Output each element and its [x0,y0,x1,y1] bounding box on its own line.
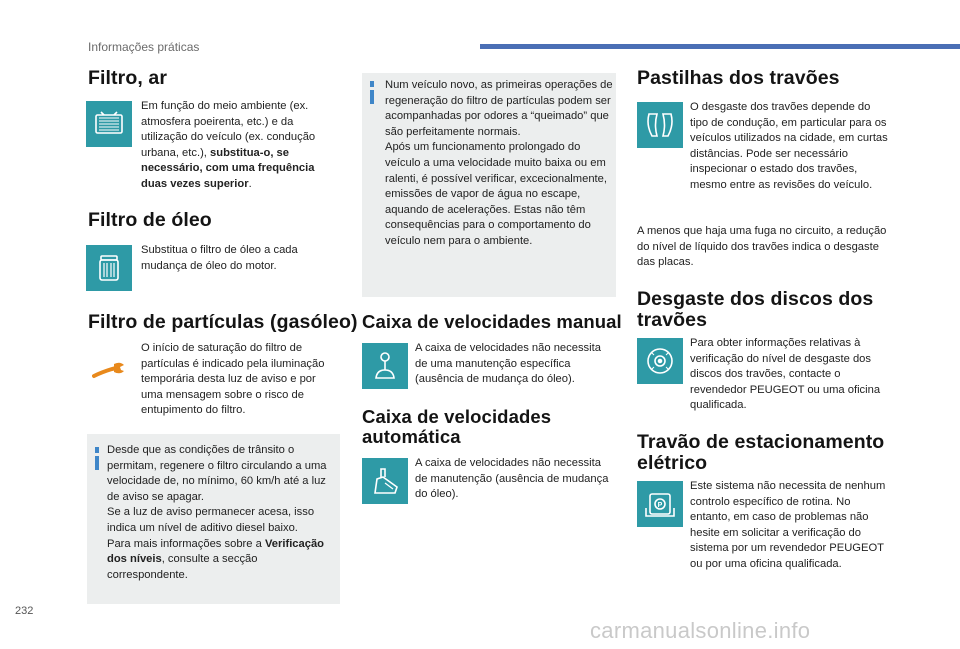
particle-filter-text: O início de saturação do filtro de partículas é indicado pela iluminação temporária desta luz de aviso e por uma mensagem sobre o risco de entupimento do filtro. [141,342,325,417]
heading-brake-discs: Desgaste dos discos dos travões [637,288,874,331]
parking-brake-icon [637,481,683,527]
heading-oil-filter: Filtro de óleo [88,209,212,231]
air-filter-icon [86,101,132,147]
heading-particle-filter: Filtro de partículas (gasóleo) [88,311,358,333]
air-filter-text: Em função do meio ambiente (ex. atmosfera poeirenta, etc.) e da utilização do veículo (ex. condução urbana, etc.), substitua-o, se necessário, com uma frequência duas vezes superior. [141,100,316,190]
heading-parking-brake: Travão de estacionamento elétrico [637,431,885,474]
heading-brake-pads: Pastilhas dos travões [637,67,840,89]
heading-manual-gearbox: Caixa de velocidades manual [362,311,622,332]
info-panel-regeneration [87,434,340,604]
brake-pads-icon [637,102,683,148]
oil-filter-text: Substitua o filtro de óleo a cada mudança de óleo do motor. [141,244,298,272]
info-new-vehicle-text: Num veículo novo, as primeiras operações de regeneração do filtro de partículas podem ser acompanhadas por odores a “queimado” que são perfeitamente normais. Após um funcionamento prolongado do veículo a uma velocidade muito baixa ou em ralenti, é possível verificar, excecionalmente, emissões de vapor de água no escape, aquando de acelerações. Estas não têm consequências para o comportamento do veículo nem para o ambiente. [385,79,613,247]
brake-fluid-note: A menos que haja uma fuga no circuito, a redução do nível de líquido dos travões indica o desgaste das placas. [637,225,887,269]
info-marker-dot [95,447,99,453]
info-marker-bar [370,90,374,104]
header-accent-bar [480,44,960,49]
oil-filter-icon [86,245,132,291]
manual-gearbox-text: A caixa de velocidades não necessita de uma manutenção específica (ausência de mudança do óleo). [415,342,601,386]
brake-disc-icon [637,338,683,384]
info-panel-new-vehicle [362,73,616,297]
watermark: carmanualsonline.info [590,618,811,643]
heading-automatic-gearbox: Caixa de velocidades automática [362,406,552,447]
brake-discs-text: Para obter informações relativas à verificação do nível de desgaste dos discos dos travões, contacte o revendedor PEUGEOT ou uma oficina qualificada. [690,337,881,412]
info-marker-dot [370,81,374,87]
automatic-gearbox-text: A caixa de velocidades não necessita de manutenção (ausência de mudança do óleo). [415,457,609,501]
manual-gearbox-icon [362,343,408,389]
info-marker-bar [95,456,99,470]
brake-pads-text: O desgaste dos travões depende do tipo de condução, em particular para os veículos utilizados na cidade, em curtas distâncias. Pode ser necessário inspecionar o estado dos travões, mesmo entre as revisões do veículo. [690,101,888,191]
page-number: 232 [15,605,34,617]
wrench-icon [92,360,126,380]
svg-text:P: P [657,502,663,509]
parking-brake-text: Este sistema não necessita de nenhum controlo específico de rotina. No entanto, em caso de problemas não hesite em solicitar a verificação do sistema por um revendedor PEUGEOT ou por uma oficina qualificada. [690,480,886,570]
automatic-gearbox-icon [362,458,408,504]
heading-air-filter: Filtro, ar [88,67,168,89]
section-label: Informações práticas [88,40,200,54]
info-regeneration-text: Desde que as condições de trânsito o permitam, regenere o filtro circulando a uma velocidade de, no mínimo, 60 km/h até a luz de aviso se apagar. Se a luz de aviso permanecer acesa, isso indica um nível de aditivo diesel baixo. Para mais informações sobre a Verificação dos níveis, consulte a secção correspondente. [107,444,327,581]
